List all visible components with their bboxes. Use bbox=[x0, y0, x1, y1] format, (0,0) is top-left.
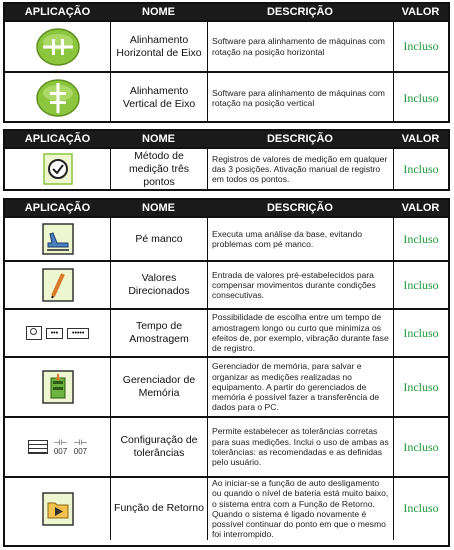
header-value: VALOR bbox=[401, 133, 440, 145]
short-sample-box: ••• bbox=[46, 328, 63, 339]
resume-folder-icon bbox=[41, 492, 75, 526]
long-sample-box: ••••• bbox=[67, 328, 89, 339]
included-label: Incluso bbox=[393, 149, 448, 189]
header-description: DESCRIÇÃO bbox=[266, 202, 333, 214]
soft-foot-icon bbox=[41, 223, 75, 255]
included-label: Incluso bbox=[393, 218, 448, 260]
included-label: Incluso bbox=[393, 478, 448, 540]
application-cell bbox=[5, 149, 110, 189]
feature-name: Função de Retorno bbox=[110, 478, 207, 540]
feature-description: Possibilidade de escolha entre um tempo de amostragem longo ou curto que minimiza os efeitos de, por exemplo, vibração durante fase de registro. bbox=[207, 310, 393, 356]
table-row bbox=[5, 356, 448, 416]
header-description: DESCRIÇÃO bbox=[266, 6, 333, 18]
application-cell bbox=[5, 418, 110, 476]
sampling-time-icon bbox=[26, 326, 90, 340]
included-label: Incluso bbox=[393, 22, 448, 71]
table-row bbox=[5, 308, 448, 356]
feature-description: Registros de valores de medição em qualquer das 3 posições. Ativação manual de registro em todos os pontos. bbox=[207, 149, 393, 189]
table-row bbox=[5, 216, 448, 260]
header-application: APLICAÇÃO bbox=[24, 202, 91, 214]
feature-description: Executa uma análise da base, evitando problemas com pé manco. bbox=[207, 218, 393, 260]
table-row bbox=[5, 71, 448, 123]
feature-description: Gerenciador de memória, para salvar e organizar as medições realizadas no equipamento. A partir do gerenciados de memória é possível fazer a transferência de dados para o PC. bbox=[207, 358, 393, 416]
included-label: Incluso bbox=[393, 310, 448, 356]
included-label: Incluso bbox=[393, 262, 448, 308]
header-name: NOME bbox=[142, 133, 175, 145]
stopwatch-icon bbox=[26, 326, 42, 340]
header-application: APLICAÇÃO bbox=[24, 133, 91, 145]
header-value: VALOR bbox=[401, 6, 440, 18]
feature-name: Configuração de tolerâncias bbox=[110, 418, 207, 476]
feature-description: Entrada de valores pré-estabelecidos para compensar movimentos durante condições consecutivas. bbox=[207, 262, 393, 308]
table-row bbox=[5, 476, 448, 540]
feature-name: Gerenciador de Memória bbox=[110, 358, 207, 416]
feature-name: Método de medição três pontos bbox=[110, 149, 207, 189]
header-description: DESCRIÇÃO bbox=[266, 133, 333, 145]
feature-description: Ao iniciar-se a função de auto desligamento ou quando o nível de bateria está muito baixo, o sistema entra com a Função de Retorno. Quando o sistema é ligado novamente é possível continuar do ponto em que o mesmo foi interrompido. bbox=[207, 478, 393, 540]
feature-description: Software para alinhamento de máquinas com rotação na posição horizontal bbox=[207, 22, 393, 71]
application-cell bbox=[5, 73, 110, 123]
included-label: Incluso bbox=[393, 418, 448, 476]
feature-name: Valores Direcionados bbox=[110, 262, 207, 308]
feature-name: Pé manco bbox=[110, 218, 207, 260]
table-header bbox=[5, 4, 448, 20]
table-row bbox=[5, 416, 448, 476]
memory-manager-icon bbox=[41, 370, 75, 404]
table-row bbox=[5, 260, 448, 308]
measurement-table bbox=[3, 129, 450, 191]
features-table bbox=[3, 198, 450, 547]
application-cell bbox=[5, 310, 110, 356]
application-cell bbox=[5, 22, 110, 71]
clock-icon bbox=[38, 153, 78, 185]
pencil-icon bbox=[41, 268, 75, 302]
table-row bbox=[5, 20, 448, 71]
feature-description: Software para alinhamento de máquinas com rotação na posição vertical bbox=[207, 73, 393, 123]
application-cell bbox=[5, 478, 110, 540]
tolerance-icon bbox=[28, 438, 88, 456]
table-row bbox=[5, 147, 448, 189]
feature-description: Permite estabelecer as tolerâncias corretas para suas medições. Inclui o uso de ambas as tolerâncias: as recomendadas e as definidas pelo usuário. bbox=[207, 418, 393, 476]
application-cell bbox=[5, 358, 110, 416]
feature-name: Alinhamento Horizontal de Eixo bbox=[110, 22, 207, 71]
tolerance-value-b: ⊣⊢ 007 bbox=[73, 438, 88, 456]
table-header bbox=[5, 200, 448, 216]
included-label: Incluso bbox=[393, 358, 448, 416]
header-value: VALOR bbox=[401, 202, 440, 214]
feature-name: Alinhamento Vertical de Eixo bbox=[110, 73, 207, 123]
alignment-table bbox=[3, 2, 450, 123]
horizontal-alignment-icon bbox=[35, 27, 81, 67]
feature-name: Tempo de Amostragem bbox=[110, 310, 207, 356]
tolerance-table-icon bbox=[28, 440, 48, 454]
tolerance-value-a: ⊣⊢ 007 bbox=[53, 438, 68, 456]
header-name: NOME bbox=[142, 202, 175, 214]
application-cell bbox=[5, 262, 110, 308]
application-cell bbox=[5, 218, 110, 260]
included-label: Incluso bbox=[393, 73, 448, 123]
header-name: NOME bbox=[142, 6, 175, 18]
vertical-alignment-icon bbox=[35, 78, 81, 118]
header-application: APLICAÇÃO bbox=[24, 6, 91, 18]
table-header bbox=[5, 131, 448, 147]
